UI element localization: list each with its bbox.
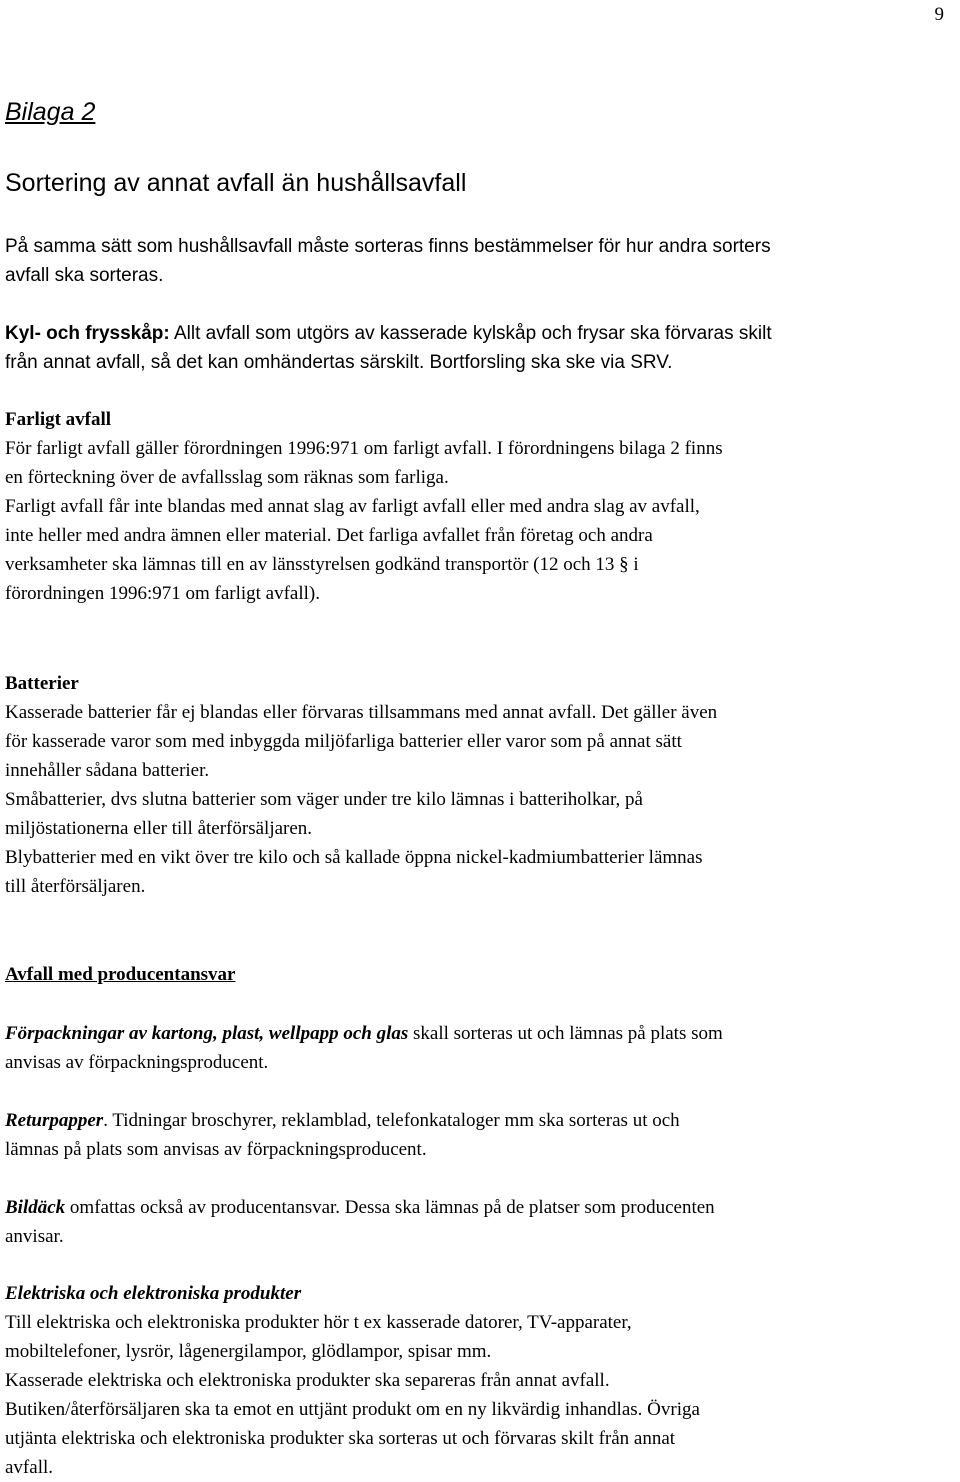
page-number: 9: [934, 4, 944, 25]
hazardous-section: [5, 405, 957, 608]
intro-paragraph: [5, 232, 957, 290]
paper-line: lämnas på plats som anvisas av förpackningsproducent.: [5, 1139, 427, 1160]
hazardous-line: Farligt avfall får inte blandas med annat slag av farligt avfall eller med andra slag av avfall,: [5, 496, 700, 517]
batteries-section: [5, 669, 957, 901]
electronics-line: mobiltelefoner, lysrör, lågenergilampor, glödlampor, spisar mm.: [5, 1341, 492, 1362]
hazardous-line: en förteckning över de avfallsslag som räknas som farliga.: [5, 467, 449, 488]
electronics-section: [5, 1279, 957, 1482]
fridge-text: Allt avfall som utgörs av kasserade kylskåp och frysar ska förvaras skilt: [169, 323, 772, 344]
producer-heading: Avfall med producentansvar: [5, 964, 236, 985]
hazardous-line: [5, 550, 957, 579]
section-sign: §: [619, 554, 629, 575]
electronics-line: utjänta elektriska och elektroniska produkter ska sorteras ut och förvaras skilt från annat: [5, 1428, 676, 1449]
paper-line: [5, 1106, 957, 1135]
hazardous-line: För farligt avfall gäller förordningen 1996:971 om farligt avfall. I förordningens bilaga 2 finns: [5, 438, 723, 459]
paper-label: Returpapper: [5, 1110, 104, 1131]
paper-text: . Tidningar broschyrer, reklamblad, telefonkataloger mm ska sorteras ut och: [103, 1110, 680, 1131]
electronics-line: Kasserade elektriska och elektroniska produkter ska separeras från annat avfall.: [5, 1370, 610, 1391]
tires-line: [5, 1193, 957, 1222]
appendix-title: Bilaga 2: [5, 98, 96, 126]
hazardous-line: inte heller med andra ämnen eller material. Det farliga avfallet från företag och andra: [5, 525, 653, 546]
batteries-line: Kasserade batterier får ej blandas eller förvaras tillsammans med annat avfall. Det gäller även: [5, 702, 718, 723]
fridge-line: från annat avfall, så det kan omhändertas särskilt. Bortforsling ska ske via SRV.: [5, 352, 673, 373]
batteries-line: innehåller sådana batterier.: [5, 760, 210, 781]
page-title: Sortering av annat avfall än hushållsavfall: [5, 169, 467, 197]
fridge-line: [5, 319, 957, 348]
packaging-text: skall sorteras ut och lämnas på plats som: [408, 1023, 723, 1044]
tires-paragraph: [5, 1193, 957, 1251]
hazardous-line: förordningen 1996:971 om farligt avfall).: [5, 583, 321, 604]
batteries-line: miljöstationerna eller till återförsäljaren.: [5, 818, 313, 839]
batteries-line: Småbatterier, dvs slutna batterier som väger under tre kilo lämnas i batteriholkar, på: [5, 789, 643, 810]
batteries-line: till återförsäljaren.: [5, 876, 146, 897]
tires-label: Bildäck: [5, 1197, 66, 1218]
packaging-label: Förpackningar av kartong, plast, wellpapp och glas: [5, 1023, 409, 1044]
intro-line: På samma sätt som hushållsavfall måste sorteras finns bestämmelser för hur andra sorters: [5, 236, 771, 257]
packaging-line: [5, 1019, 957, 1048]
tires-line: anvisar.: [5, 1226, 64, 1247]
electronics-line: Till elektriska och elektroniska produkter hör t ex kasserade datorer, TV-apparater,: [5, 1312, 632, 1333]
batteries-line: Blybatterier med en vikt över tre kilo och så kallade öppna nickel-kadmiumbatterier lämnas: [5, 847, 703, 868]
hazardous-text: verksamheter ska lämnas till en av länsstyrelsen godkänd transportör (12 och 13: [5, 554, 620, 575]
electronics-line: Butiken/återförsäljaren ska ta emot en uttjänt produkt om en ny likvärdig inhandlas. Övriga: [5, 1399, 700, 1420]
producer-heading-block: [5, 960, 957, 989]
packaging-paragraph: [5, 1019, 957, 1077]
hazardous-text: i: [628, 554, 639, 575]
batteries-line: för kasserade varor som med inbyggda miljöfarliga batterier eller varor som på annat sätt: [5, 731, 682, 752]
tires-text: omfattas också av producentansvar. Dessa ska lämnas på de platser som producenten: [65, 1197, 715, 1218]
batteries-heading: Batterier: [5, 673, 79, 694]
electronics-line: avfall.: [5, 1457, 54, 1478]
intro-line: avfall ska sorteras.: [5, 265, 164, 286]
fridge-label: Kyl- och frysskåp:: [5, 323, 170, 344]
electronics-heading: Elektriska och elektroniska produkter: [5, 1283, 302, 1304]
fridge-paragraph: [5, 319, 957, 377]
packaging-line: anvisas av förpackningsproducent.: [5, 1052, 269, 1073]
hazardous-heading: Farligt avfall: [5, 409, 112, 430]
paper-paragraph: [5, 1106, 957, 1164]
